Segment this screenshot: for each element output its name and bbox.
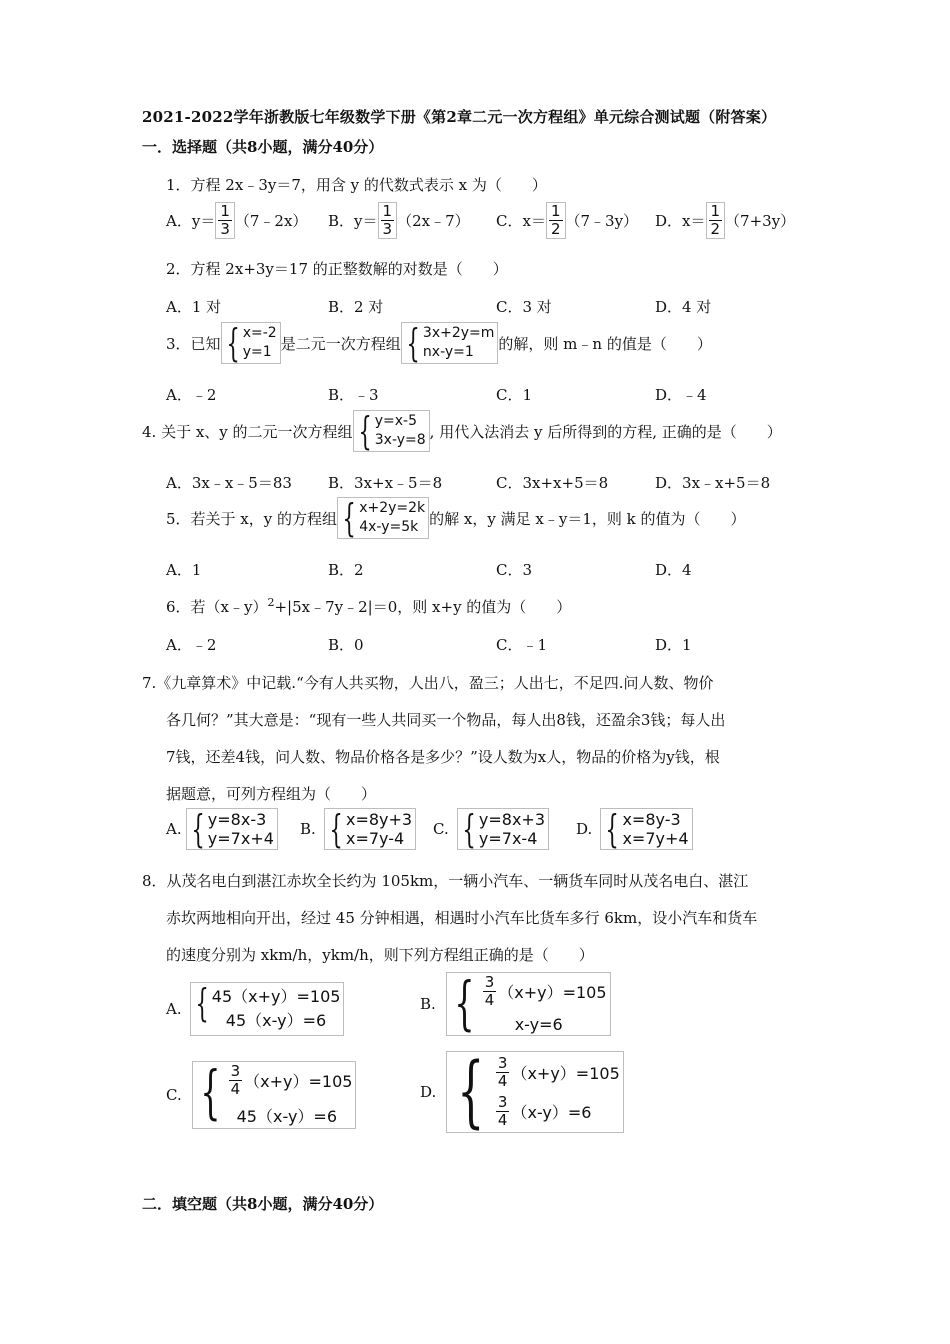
equation-line: 45（x+y）=105 <box>211 987 341 1006</box>
question-6-option-b[interactable]: B．0 <box>328 636 364 654</box>
brace-glyph: { <box>358 409 372 453</box>
brace-glyph: { <box>454 969 475 1037</box>
brace-glyph: { <box>191 807 205 851</box>
fraction-numerator: 3 <box>497 1093 508 1111</box>
brace-glyph: { <box>605 807 620 851</box>
equation-text: （x+y）=105 <box>511 1064 620 1083</box>
option-label: D． <box>655 212 683 230</box>
question-7-option-d[interactable] <box>576 808 693 850</box>
fraction-box <box>706 202 726 239</box>
equation-line: 4x-y=5k <box>359 519 419 535</box>
question-5-option-b[interactable]: B．2 <box>328 561 364 579</box>
stem-text: 的解，则 m﹣n 的值是（ ） <box>498 334 712 353</box>
question-8-line-1: 8．从茂名电白到湛江赤坎全长约为 105km，一辆小汽车、一辆货车同时从茂名电白、湛江 <box>142 872 749 890</box>
question-8-option-a[interactable] <box>166 982 344 1036</box>
question-4-stem <box>142 410 782 452</box>
question-3-option-c[interactable]: C．1 <box>496 386 533 404</box>
option-label: C． <box>496 212 523 230</box>
equation-text: （x+y）=105 <box>498 983 607 1002</box>
question-8-option-d[interactable] <box>420 1047 624 1137</box>
brace-glyph: { <box>342 496 356 540</box>
equation-text: （x-y）=6 <box>511 1103 592 1122</box>
fraction-numerator: 1 <box>550 202 561 220</box>
option-prefix: y＝ <box>354 212 378 230</box>
option-suffix: （7+3y） <box>725 212 796 230</box>
question-6-option-a[interactable]: A．﹣2 <box>166 636 217 654</box>
question-6-option-d[interactable]: D．1 <box>655 636 692 654</box>
question-7-line-4: 据题意，可列方程组为（ ） <box>166 785 377 803</box>
question-7-option-a[interactable] <box>166 808 278 850</box>
fraction-denominator: 4 <box>230 1080 241 1098</box>
equation-line: 3x+2y=m <box>422 325 495 341</box>
equation-system-box <box>186 808 278 850</box>
equation-line <box>481 974 607 1009</box>
equation-system-box <box>221 322 281 364</box>
question-4-option-d[interactable]: D．3x﹣x+5＝8 <box>655 474 771 492</box>
fraction <box>494 1055 512 1090</box>
fraction-box <box>378 202 398 239</box>
question-1-option-b[interactable] <box>328 202 470 239</box>
equation-line: y=7x-4 <box>478 829 538 848</box>
equation-line: y=1 <box>242 344 272 360</box>
fraction-numerator: 1 <box>710 202 721 220</box>
exponent: 2 <box>267 596 275 609</box>
fraction <box>227 1063 245 1098</box>
stem-text: 5．若关于 x，y 的方程组 <box>166 509 338 528</box>
question-5-option-a[interactable]: A．1 <box>166 561 202 579</box>
question-8-line-3: 的速度分别为 xkm/h，ykm/h，则下列方程组正确的是（ ） <box>166 946 594 964</box>
option-label: A． <box>166 212 192 230</box>
equation-system-box <box>337 497 429 539</box>
equation-line: x=7y+4 <box>622 829 689 848</box>
option-suffix: （7﹣3y） <box>565 212 639 230</box>
fraction-denominator: 4 <box>484 991 495 1009</box>
option-label: A. <box>166 1000 182 1018</box>
equation-line <box>227 1063 353 1098</box>
question-3-option-d[interactable]: D．﹣4 <box>655 386 707 404</box>
equation-system-box <box>353 410 430 452</box>
option-label: B． <box>328 212 355 230</box>
option-prefix: y＝ <box>191 212 216 230</box>
equation-system-box <box>446 969 611 1037</box>
equation-system-box <box>600 808 692 850</box>
question-8-option-c[interactable] <box>166 1058 356 1129</box>
equation-text: （x+y）=105 <box>244 1072 353 1091</box>
fraction <box>494 1094 512 1129</box>
brace-glyph: { <box>462 807 476 851</box>
fraction-denominator: 3 <box>220 220 230 238</box>
equation-system-box <box>401 322 499 364</box>
option-label: C. <box>166 1086 182 1104</box>
equation-line: y=8x-3 <box>207 810 267 829</box>
stem-text: +|5x﹣7y﹣2|＝0，则 x+y 的值为（ ） <box>274 598 572 616</box>
question-8-line-2: 赤坎两地相向开出，经过 45 分钟相遇，相遇时小汽车比货车多行 6km，设小汽车和货车 <box>166 909 758 927</box>
equation-system-box <box>192 1058 357 1129</box>
fraction-numerator: 3 <box>497 1054 508 1072</box>
equation-line: 3x-y=8 <box>374 432 426 448</box>
equation-line: 45（x-y）=6 <box>236 1107 338 1126</box>
question-5-option-d[interactable]: D．4 <box>655 561 692 579</box>
equation-line: y=7x+4 <box>207 829 274 848</box>
question-1-option-d[interactable] <box>655 202 795 239</box>
stem-text: 4. 关于 x、y 的二元一次方程组 <box>142 422 353 441</box>
equation-line: nx-y=1 <box>422 344 474 360</box>
fraction-numerator: 3 <box>484 973 495 991</box>
stem-text: 6．若（x﹣y） <box>166 598 268 616</box>
stem-text: 3．已知 <box>166 334 221 353</box>
equation-line: y=x-5 <box>374 413 418 429</box>
question-2-stem: 2．方程 2x+3y＝17 的正整数解的对数是（ ） <box>166 260 508 278</box>
option-label: C. <box>433 820 449 838</box>
fraction-denominator: 4 <box>497 1072 508 1090</box>
question-5-option-c[interactable]: C．3 <box>496 561 533 579</box>
question-8-option-b[interactable] <box>420 969 611 1037</box>
question-3-stem <box>166 322 712 364</box>
fraction-box <box>546 202 566 239</box>
question-6-stem <box>166 596 571 617</box>
option-prefix: x＝ <box>682 212 706 230</box>
fraction-numerator: 1 <box>382 202 393 220</box>
equation-system-box <box>446 1047 623 1137</box>
fraction <box>481 974 499 1009</box>
equation-line: 45（x-y）=6 <box>225 1011 327 1030</box>
question-6-option-c[interactable]: C．﹣1 <box>496 636 548 654</box>
fraction-denominator: 2 <box>710 220 721 238</box>
equation-system-box <box>190 982 345 1036</box>
question-1-option-c[interactable] <box>496 202 638 239</box>
fraction-numerator: 1 <box>220 202 230 220</box>
brace-glyph: { <box>225 321 240 365</box>
question-2-option-d[interactable]: D．4 对 <box>655 298 712 316</box>
section-choice-heading: 一．选择题（共8小题，满分40分） <box>142 138 384 156</box>
question-2-option-b[interactable]: B．2 对 <box>328 298 384 316</box>
question-7-option-b[interactable] <box>300 808 416 850</box>
question-1-stem: 1．方程 2x﹣3y＝7，用含 y 的代数式表示 x 为（ ） <box>166 176 547 194</box>
question-7-line-3: 7钱，还差4钱，问人数、物品价格各是多少？”设人数为x人，物品的价格为y钱，根 <box>166 748 720 766</box>
question-5-stem <box>166 497 746 539</box>
option-suffix: （7﹣2x） <box>234 212 308 230</box>
fraction-box <box>215 202 235 239</box>
stem-text: 是二元一次方程组 <box>280 334 401 353</box>
stem-text: 的解 x，y 满足 x﹣y＝1，则 k 的值为（ ） <box>429 509 746 528</box>
brace-glyph: { <box>195 981 209 1025</box>
option-prefix: x＝ <box>522 212 546 230</box>
option-label: B. <box>300 820 316 838</box>
question-4-option-a[interactable]: A．3x﹣x﹣5＝83 <box>166 474 292 492</box>
question-4-option-c[interactable]: C．3x+x+5＝8 <box>496 474 609 492</box>
question-4-option-b[interactable]: B．3x+x﹣5＝8 <box>328 474 443 492</box>
equation-line: x=-2 <box>242 325 277 341</box>
question-3-option-b[interactable]: B．﹣3 <box>328 386 379 404</box>
question-2-option-a[interactable]: A．1 对 <box>166 298 222 316</box>
equation-system-box <box>457 808 549 850</box>
question-2-option-c[interactable]: C．3 对 <box>496 298 552 316</box>
fraction-denominator: 3 <box>382 220 393 238</box>
equation-line <box>494 1090 620 1129</box>
equation-line: x=7y-4 <box>345 829 405 848</box>
option-label: A. <box>166 820 182 838</box>
option-label: D. <box>420 1083 437 1101</box>
equation-system-box <box>324 808 416 850</box>
fraction-numerator: 3 <box>230 1062 241 1080</box>
equation-line: x=8y+3 <box>345 810 413 829</box>
option-suffix: （2x﹣7） <box>397 212 470 230</box>
brace-glyph: { <box>457 1047 485 1137</box>
equation-line: x=8y-3 <box>622 810 681 829</box>
equation-line <box>494 1055 620 1090</box>
question-7-line-1: 7.《九章算术》中记载.“今有人共买物，人出八，盈三；人出七，不足四.问人数、物价 <box>142 674 714 692</box>
section-fill-heading: 二．填空题（共8小题，满分40分） <box>142 1195 384 1213</box>
question-7-option-c[interactable] <box>433 808 549 850</box>
equation-line: y=8x+3 <box>478 810 546 829</box>
brace-glyph: { <box>329 807 343 851</box>
brace-glyph: { <box>406 321 420 365</box>
stem-text: , 用代入法消去 y 后所得到的方程, 正确的是（ ） <box>429 422 782 441</box>
question-1-option-a[interactable] <box>166 202 307 239</box>
question-3-option-a[interactable]: A．﹣2 <box>166 386 217 404</box>
option-label: D. <box>576 820 593 838</box>
brace-glyph: { <box>200 1058 221 1126</box>
document-title: 2021-2022学年浙教版七年级数学下册《第2章二元一次方程组》单元综合测试题（附答案） <box>142 108 777 126</box>
equation-line: x+2y=2k <box>359 500 426 516</box>
option-label: B. <box>420 995 436 1013</box>
question-7-line-2: 各几何？”其大意是：“现有一些人共同买一个物品，每人出8钱，还盈余3钱；每人出 <box>166 711 726 729</box>
fraction-denominator: 4 <box>497 1111 508 1129</box>
equation-line: x-y=6 <box>514 1015 563 1034</box>
fraction-denominator: 2 <box>550 220 561 238</box>
